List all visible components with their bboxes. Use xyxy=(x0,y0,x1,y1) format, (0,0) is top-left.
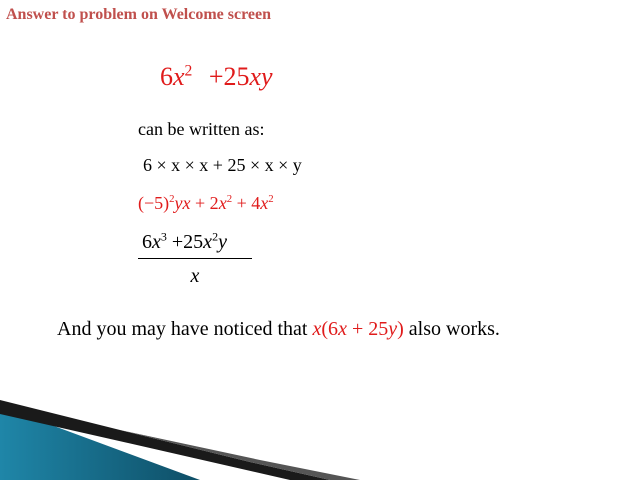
neg-var2: x xyxy=(218,193,227,213)
expression-fraction xyxy=(138,231,252,288)
num-var2: x xyxy=(203,231,213,253)
neg-exp2: 2 xyxy=(226,193,233,205)
neg-exp3: 2 xyxy=(268,193,274,205)
neg-vars: yx xyxy=(174,193,191,213)
sentence-before: And you may have noticed that xyxy=(57,318,308,340)
num-exp2: 2 xyxy=(212,229,219,244)
num-op: +25 xyxy=(171,231,204,253)
factor-x: x xyxy=(312,318,322,340)
fraction-numerator xyxy=(138,231,252,254)
expression-original xyxy=(160,62,273,92)
factor-paren: (6 xyxy=(321,318,339,340)
coef-25: 25 xyxy=(223,62,250,91)
sentence-after: also works. xyxy=(408,318,500,340)
neg-exp1: 2 xyxy=(169,193,175,205)
decorative-swoosh xyxy=(0,400,640,480)
exp-2: 2 xyxy=(184,62,193,80)
expression-negative-form xyxy=(138,193,274,214)
expression-multiplication xyxy=(143,155,302,176)
can-be-written-as: can be written as: xyxy=(138,119,265,139)
factor-close: ) xyxy=(397,318,404,340)
fraction-bar xyxy=(138,258,252,259)
closing-sentence xyxy=(57,318,500,341)
num-coef: 6 xyxy=(142,231,152,253)
slide-title: Answer to problem on Welcome screen xyxy=(6,6,272,23)
factor-mid: + 25 xyxy=(351,318,389,340)
neg-plus2: + 4 xyxy=(236,193,261,213)
var-x: x xyxy=(173,62,185,91)
factor-pvar2: y xyxy=(388,318,398,340)
num-var3: y xyxy=(218,231,227,253)
factor-pvar: x xyxy=(338,318,347,340)
mult-text: 6 × x × x + 25 × x × y xyxy=(143,155,302,175)
plus-sign: + xyxy=(208,62,224,91)
coef-6: 6 xyxy=(160,62,173,91)
neg-var3: x xyxy=(260,193,269,213)
num-var1: x xyxy=(152,231,161,253)
var-xy: xy xyxy=(249,62,273,91)
fraction-denominator: x xyxy=(190,265,200,287)
neg-base: (−5) xyxy=(138,193,170,213)
neg-plus1: + 2 xyxy=(195,193,219,213)
factored-form xyxy=(313,318,404,340)
num-exp1: 3 xyxy=(160,229,167,244)
